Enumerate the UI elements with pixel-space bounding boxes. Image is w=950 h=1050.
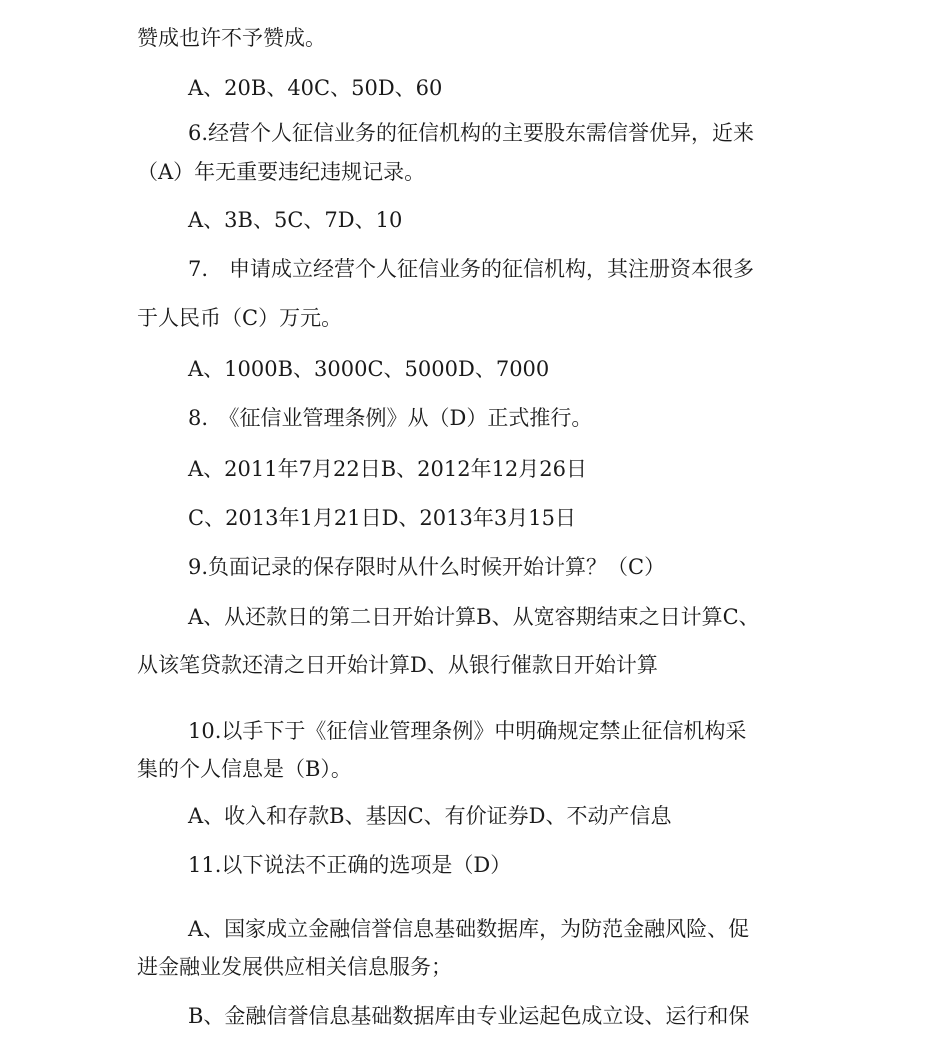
question-11: 11.以下说法不正确的选项是（D） xyxy=(188,853,512,877)
question-7-continued: 于人民币（C）万元。 xyxy=(137,306,343,330)
question-6-continued: （A）年无重要违纪违规记录。 xyxy=(137,160,426,184)
question-10: 10.以手下于《征信业管理条例》中明确规定禁止征信机构采 xyxy=(188,719,747,743)
answer-options: A、收入和存款B、基因C、有价证券D、不动产信息 xyxy=(188,804,672,828)
answer-options-continued: 从该笔贷款还清之日开始计算D、从银行催款日开始计算 xyxy=(137,653,658,677)
question-9: 9.负面记录的保存限时从什么时候开始计算？（C） xyxy=(188,555,666,579)
option-a-continued: 进金融业发展供应相关信息服务； xyxy=(137,955,452,979)
answer-options: A、从还款日的第二日开始计算B、从宽容期结束之日计算C、 xyxy=(188,605,760,629)
question-6: 6.经营个人征信业务的征信机构的主要股东需信誉优异，近来 xyxy=(188,121,755,145)
answer-options: A、1000B、3000C、5000D、7000 xyxy=(188,357,550,381)
answer-options: A、2011年7月22日B、2012年12月26日 xyxy=(188,457,588,481)
question-7: 7. 申请成立经营个人征信业务的征信机构，其注册资本很多 xyxy=(188,257,755,281)
option-a: A、国家成立金融信誉信息基础数据库，为防范金融风险、促 xyxy=(188,917,750,941)
answer-options: A、20B、40C、50D、60 xyxy=(188,76,443,100)
answer-options: C、2013年1月21日D、2013年3月15日 xyxy=(188,506,576,530)
text-line: 赞成也许不予赞成。 xyxy=(137,26,326,50)
answer-options: A、3B、5C、7D、10 xyxy=(188,208,403,232)
question-10-continued: 集的个人信息是（B）。 xyxy=(137,757,352,781)
question-8: 8. 《征信业管理条例》从（D）正式推行。 xyxy=(188,406,593,430)
option-b: B、金融信誉信息基础数据库由专业运起色成立设、运行和保 xyxy=(188,1004,750,1028)
